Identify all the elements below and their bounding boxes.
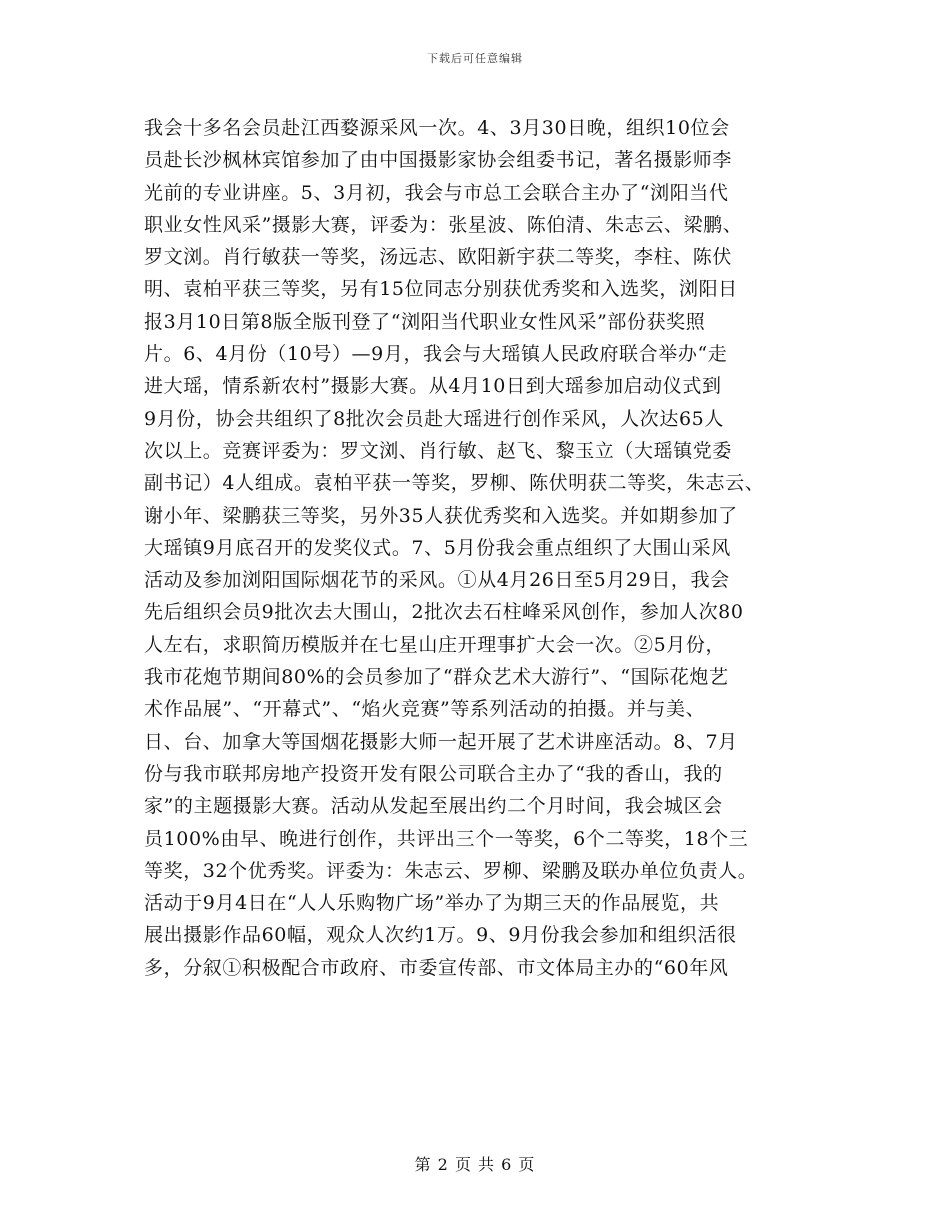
text-line: 9月份，协会共组织了8批次会员赴大瑶进行创作采风，人次达65人	[144, 407, 724, 430]
text-line: 副书记）4人组成。袁柏平获一等奖，罗柳、陈伏明获二等奖，朱志云、	[144, 472, 765, 495]
text-line: 职业女性风采”摄影大赛，评委为：张星波、陈伯清、朱志云、梁鹏、	[144, 213, 743, 236]
text-line: 人左右，求职简历模版并在七星山庄开理事扩大会一次。②5月份，	[144, 633, 726, 656]
text-line: 进大瑶，情系新农村”摄影大赛。从4月10日到大瑶参加启动仪式到	[144, 375, 722, 398]
text-line: 报3月10日第8版全版刊登了“浏阳当代职业女性风采”部份获奖照	[144, 310, 706, 333]
text-line: 展出摄影作品60幅，观众人次约1万。9、9月份我会参加和组织活很	[144, 924, 737, 947]
text-line: 术作品展”、“开幕式”、“焰火竞赛”等系列活动的拍摄。并与美、	[144, 698, 706, 721]
text-line: 光前的专业讲座。5、3月初，我会与市总工会联合主办了“浏阳当代	[144, 181, 729, 204]
text-line: 罗文浏。肖行敏获一等奖，汤远志、欧阳新宇获二等奖，李柱、陈伏	[144, 246, 733, 269]
text-line: 大瑶镇9月底召开的发奖仪式。7、5月份我会重点组织了大围山采风	[144, 536, 731, 559]
text-line: 活动于9月4日在“人人乐购物广场”举办了为期三天的作品展览，共	[144, 892, 720, 915]
text-line: 等奖，32个优秀奖。评委为：朱志云、罗柳、梁鹏及联办单位负责人。	[144, 859, 758, 882]
text-line: 员100%由早、晚进行创作，共评出三个一等奖，6个二等奖，18个三	[144, 827, 749, 850]
text-line: 份与我市联邦房地产投资开发有限公司联合主办了“我的香山，我的	[144, 762, 723, 785]
text-line: 我市花炮节期间80%的会员参加了“群众艺术大游行”、“国际花炮艺	[144, 666, 729, 689]
text-line: 家”的主题摄影大赛。活动从发起至展出约二个月时间，我会城区会	[144, 795, 723, 818]
text-line: 多，分叙①积极配合市政府、市委宣传部、市文体局主办的“60年风	[144, 956, 729, 979]
page-header: 下载后可任意编辑	[427, 52, 523, 65]
text-line: 谢小年、梁鹏获三等奖，另外35人获优秀奖和入选奖。并如期参加了	[144, 504, 738, 527]
text-line: 次以上。竞赛评委为：罗文浏、肖行敏、赵飞、黎玉立（大瑶镇党委	[144, 439, 733, 462]
text-line: 我会十多名会员赴江西婺源采风一次。4、3月30日晚，组织10位会	[144, 117, 730, 139]
text-line: 日、台、加拿大等国烟花摄影大师一起开展了艺术讲座活动。8、7月	[144, 730, 738, 753]
text-line: 片。6、4月份（10号）—9月，我会与大瑶镇人民政府联合举办“走	[144, 343, 728, 366]
text-line: 明、袁柏平获三等奖，另有15位同志分别获优秀奖和入选奖，浏阳日	[144, 278, 738, 301]
page-footer: 第 2 页 共 6 页	[414, 1155, 536, 1174]
text-line: 活动及参加浏阳国际烟花节的采风。①从4月26日至5月29日，我会	[144, 569, 730, 592]
text-line: 员赴长沙枫林宾馆参加了由中国摄影家协会组委书记，著名摄影师李	[144, 149, 733, 172]
text-line: 先后组织会员9批次去大围山，2批次去石柱峰采风创作，参加人次80	[144, 601, 744, 624]
document-body	[144, 112, 824, 984]
